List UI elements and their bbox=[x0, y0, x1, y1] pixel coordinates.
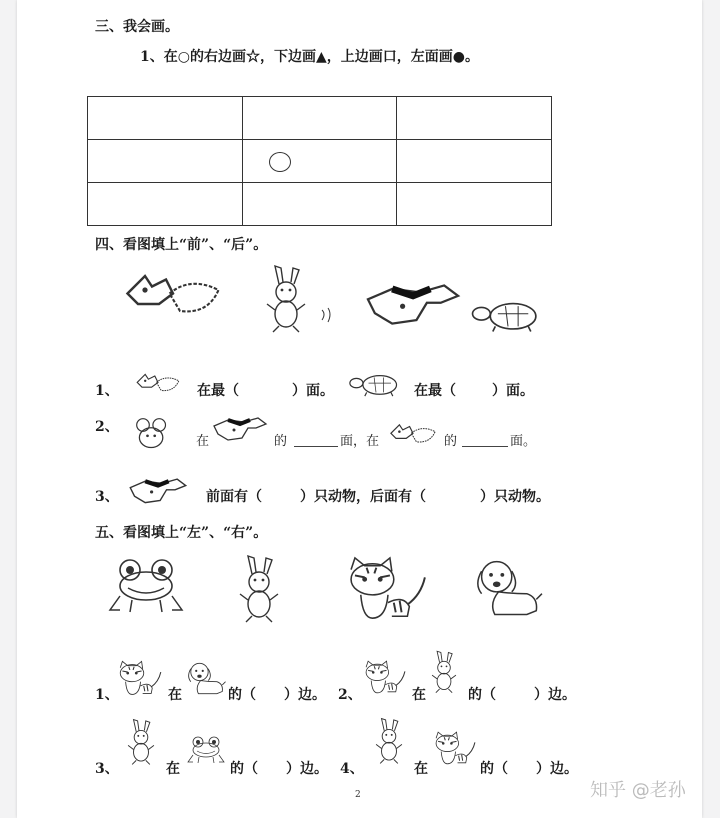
s4-q2-text-d: 的 bbox=[444, 434, 458, 449]
s5-q4-text-a: 在 bbox=[414, 761, 428, 777]
fox-icon bbox=[384, 418, 442, 452]
s5-q3-text-b: 的（ bbox=[230, 761, 258, 777]
page-number: 2 bbox=[355, 790, 361, 800]
grid-cell-center bbox=[242, 140, 397, 183]
s4-q1-text-d: ）面。 bbox=[492, 383, 534, 399]
s4-q1-text-a: 在最（ bbox=[197, 383, 239, 399]
s5-q4-text-b: 的（ bbox=[480, 761, 508, 777]
s4-q2-text-c: 面，在 bbox=[340, 434, 380, 449]
s4-q1-text-c: 在最（ bbox=[414, 383, 456, 399]
s5-q1-number: 1、 bbox=[95, 687, 119, 703]
s5-q2-text-c: ）边。 bbox=[534, 687, 576, 703]
s4-q3-text-a: 前面有（ bbox=[206, 489, 262, 505]
dog-icon bbox=[210, 416, 270, 446]
s5-q2-number: 2、 bbox=[338, 687, 362, 703]
cat-illustration bbox=[342, 556, 432, 624]
s5-q1-text-c: ）边。 bbox=[284, 687, 326, 703]
section3-question-1: 1、在○的右边画☆，下边画▲，上边画口，左面画●。 bbox=[140, 49, 479, 65]
rabbit-icon bbox=[124, 718, 158, 766]
s5-q3-text-a: 在 bbox=[166, 761, 180, 777]
cat-icon bbox=[362, 660, 408, 696]
s5-q3-number: 3、 bbox=[95, 761, 119, 777]
fox-icon bbox=[126, 368, 190, 400]
rabbit-illustration bbox=[234, 554, 284, 624]
s4-q2-blank-2[interactable] bbox=[462, 446, 508, 447]
turtle-icon bbox=[344, 370, 408, 398]
grid-cell bbox=[397, 140, 552, 183]
s4-q3-text-c: ）只动物。 bbox=[480, 489, 550, 505]
grid-cell bbox=[88, 97, 243, 140]
animal-parade-illustration bbox=[108, 262, 548, 337]
frog-icon bbox=[186, 734, 226, 766]
s4-q3-number: 3、 bbox=[95, 489, 119, 505]
grid-cell bbox=[242, 97, 397, 140]
cat-icon bbox=[116, 660, 164, 698]
s4-q2-text-b: 的 bbox=[274, 434, 288, 449]
rabbit-icon bbox=[372, 716, 406, 766]
s4-q2-text-a: 在 bbox=[196, 434, 210, 449]
rabbit-icon bbox=[428, 650, 460, 694]
circle-shape bbox=[269, 152, 291, 172]
s5-q2-text-a: 在 bbox=[412, 687, 426, 703]
s5-q4-number: 4、 bbox=[340, 761, 364, 777]
grid-cell bbox=[88, 183, 243, 226]
watermark: 知乎 @老孙 bbox=[590, 780, 686, 801]
dog-icon bbox=[126, 476, 190, 510]
section4-title: 四、看图填上“前”、“后”。 bbox=[95, 237, 268, 253]
puppy-icon bbox=[184, 660, 228, 698]
grid-cell bbox=[397, 97, 552, 140]
s4-q1-text-b: ）面。 bbox=[292, 383, 334, 399]
s4-q2-text-e: 面。 bbox=[510, 434, 537, 449]
s5-q2-text-b: 的（ bbox=[468, 687, 496, 703]
s5-q1-text-b: 的（ bbox=[228, 687, 256, 703]
grid-cell bbox=[88, 140, 243, 183]
cat-icon bbox=[432, 730, 478, 768]
s4-q3-text-b: ）只动物，后面有（ bbox=[300, 489, 426, 505]
grid-cell bbox=[242, 183, 397, 226]
drawing-grid bbox=[87, 96, 552, 226]
s4-q2-blank-1[interactable] bbox=[294, 446, 338, 447]
frog-illustration bbox=[106, 556, 186, 616]
section3-title: 三、我会画。 bbox=[95, 19, 179, 35]
s5-q1-text-a: 在 bbox=[168, 687, 182, 703]
s4-q1-number: 1、 bbox=[95, 383, 119, 399]
s5-q4-text-c: ）边。 bbox=[536, 761, 578, 777]
mouse-icon bbox=[132, 416, 172, 452]
section5-title: 五、看图填上“左”、“右”。 bbox=[95, 525, 268, 541]
s5-q3-text-c: ）边。 bbox=[286, 761, 328, 777]
s4-q2-number: 2、 bbox=[95, 419, 119, 435]
puppy-illustration bbox=[470, 556, 546, 622]
grid-cell bbox=[397, 183, 552, 226]
